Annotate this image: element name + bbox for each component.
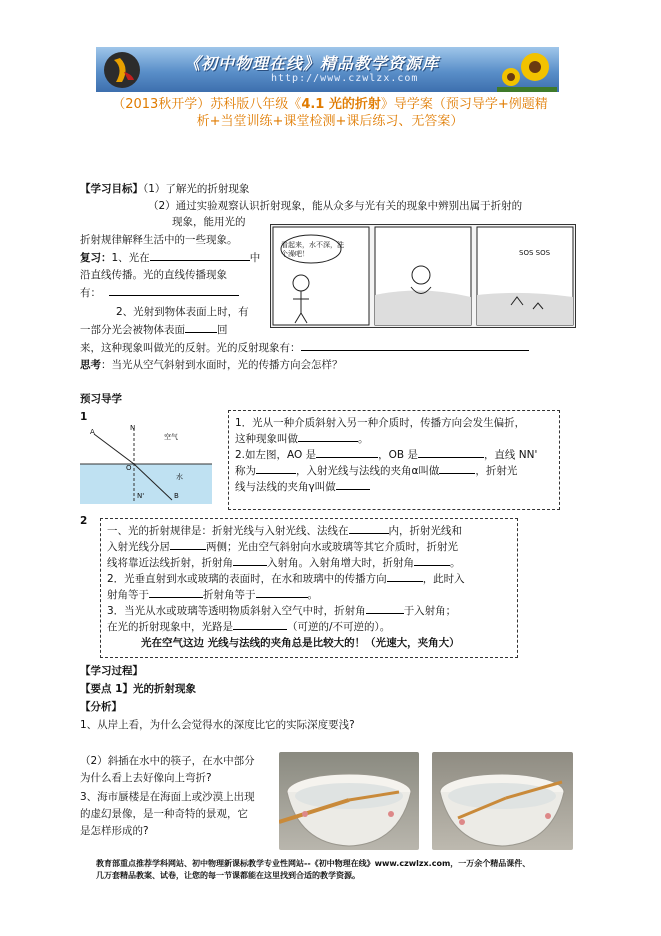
box2-line-7 (107, 619, 511, 635)
refraction-diagram-svg (80, 424, 212, 504)
preview-num-2: 2 (80, 515, 88, 527)
blank-refraction-angle[interactable] (336, 480, 370, 490)
refraction-diagram (80, 424, 212, 504)
blank-reflect[interactable] (185, 323, 217, 333)
box1-line-2 (235, 431, 553, 447)
blank-reflection-examples[interactable] (301, 341, 529, 351)
think-label: 思考 (80, 359, 101, 371)
goal-item-2b: 现象，能用光的 (172, 216, 246, 228)
box1-l4c: ，折射光 (475, 465, 518, 477)
box2-l2b: 两侧；光由空气斜射向水或玻璃等其它介质时，折射光 (206, 541, 458, 553)
blank-medium[interactable] (150, 251, 250, 261)
bowl-chopstick-image-2 (432, 752, 573, 850)
header-banner (96, 47, 559, 92)
footer-line-2: 几万套精品教案、试卷，让您的每一节课都能在这里找到合适的教学资源。 (96, 871, 360, 880)
title-topic: 4.1 光的折射 (301, 97, 381, 112)
review-line-5 (80, 323, 228, 337)
bowl-photo-2 (432, 752, 573, 850)
title-suffix: 》导学案（预习导学+例题精 (380, 97, 548, 112)
comic-strip (270, 224, 576, 328)
review-q1c: 沿直线传播。光的直线传播现象 (80, 269, 227, 281)
box2-l5c: 。 (307, 589, 318, 601)
box2-l2a: 入射光线分居 (107, 541, 170, 553)
box1-l4a: 称为 (235, 465, 256, 477)
review-q2d: 来，这种现象叫做光的反射。光的反射现象有： (80, 342, 301, 354)
process-point-1: 【要点 1】光的折射现象 (80, 683, 196, 695)
document-title (70, 96, 590, 130)
blank-incident-angle[interactable] (439, 464, 475, 474)
blank-normal-sides[interactable] (170, 540, 206, 550)
diagram-label-b: B (174, 492, 179, 500)
blank-refraction[interactable] (298, 432, 358, 442)
box1-l3a: 2.如左图，AO 是 (235, 449, 317, 461)
process-q3b: 的虚幻景像，是一种奇特的景观，它 (80, 808, 248, 820)
preview-num-1: 1 (80, 411, 88, 423)
process-heading: 【学习过程】 (80, 665, 143, 677)
preview-heading: 预习导学 (80, 393, 122, 405)
diagram-label-water: 水 (176, 473, 183, 481)
process-q2a: （2）斜插在水中的筷子，在水中部分 (80, 755, 255, 767)
banner-title: 《初中物理在线》精品教学资源库 (184, 54, 440, 73)
box1-line-1: 1．光从一种介质斜射入另一种介质时，传播方向会发生偏折， (235, 417, 526, 429)
review-line-6 (80, 341, 529, 355)
blank-less-than[interactable] (233, 556, 267, 566)
blank-increase[interactable] (414, 556, 450, 566)
blank-refraction-zero[interactable] (256, 588, 308, 598)
process-q1: 1、从岸上看，为什么会觉得水的深度比它的实际深度要浅? (80, 719, 355, 731)
review-line-3 (80, 286, 239, 300)
blank-reversible[interactable] (233, 620, 287, 630)
box2-l5b: 折射角等于 (203, 589, 256, 601)
box1-line-5 (235, 479, 553, 495)
sunflower-icon (497, 47, 557, 92)
site-logo-icon (102, 50, 142, 90)
box1-l3b: ，OB 是 (378, 449, 418, 461)
box2-line-3 (107, 555, 511, 571)
diagram-label-a: A (90, 428, 95, 436)
goal-item-2a: （2）通过实验观察认识折射现象，能从众多与光有关的现象中辨别出属于折射的 (148, 200, 523, 212)
box2-l1a: 一、光的折射规律是：折射光线与入射光线、法线在 (107, 525, 349, 537)
box1-line-3 (235, 447, 553, 463)
review-q2c: 回 (217, 324, 228, 336)
preview-box-1 (228, 410, 560, 510)
goals-heading: 【学习目标】 (80, 183, 143, 195)
box2-line-1 (107, 523, 511, 539)
title-line-2: 析+当堂训练+课堂检测+课后练习、无答案） (196, 114, 464, 129)
box2-l3b: 入射角。入射角增大时，折射角 (267, 557, 414, 569)
review-q1a: 1、光在 (111, 252, 150, 264)
box2-line-8: 光在空气这边 光线与法线的夹角总是比较大的！（光速大，夹角大） (141, 637, 460, 649)
footer-line-1: 教育部重点推荐学科网站、初中物理新课标教学专业性网站--《初中物理在线》www.czwlzx.com，一万余个精品课件、 (96, 859, 531, 868)
process-analysis: 【分析】 (80, 701, 122, 713)
blank-incident-ray[interactable] (316, 448, 378, 458)
box2-l3a: 线将靠近法线折射，折射角 (107, 557, 233, 569)
box1-l4b: ，入射光线与法线的夹角α叫做 (296, 465, 440, 477)
diagram-label-n-prime: N' (137, 492, 145, 500)
blank-phenomena[interactable] (109, 286, 239, 296)
process-q3a: 3、海市蜃楼是在海面上或沙漠上出现 (80, 791, 255, 803)
review-q1b: 中 (249, 252, 261, 264)
box2-line-2 (107, 539, 511, 555)
review-label: 复习： (80, 252, 112, 264)
blank-greater[interactable] (366, 604, 404, 614)
goal-line-1 (80, 182, 249, 196)
box1-l3c: ，直线 NN' (483, 449, 538, 461)
box2-l3c: 。 (450, 557, 461, 569)
box1-l5a: 线与法线的夹角γ叫做 (235, 481, 336, 493)
preview-box-2 (100, 518, 518, 658)
comic-bubble-text: 看起来，水不深，洗个澡吧！ (281, 241, 344, 258)
banner-url[interactable]: http://www.czwlzx.com (271, 73, 419, 84)
box2-l1b: 内，折射光线和 (388, 525, 462, 537)
box2-line-4 (107, 571, 511, 587)
blank-refracted-ray[interactable] (418, 448, 484, 458)
box2-l7b: （可逆的/不可逆的）。 (287, 621, 391, 633)
box1-line-4 (235, 463, 553, 479)
blank-unchanged[interactable] (387, 572, 423, 582)
box1-l2a: 这种现象叫做 (235, 433, 298, 445)
review-q2b: 一部分光会被物体表面 (80, 324, 185, 336)
comic-sos-text: SOS SOS (519, 249, 551, 257)
box2-l6b: 于入射角； (403, 605, 457, 617)
bowl-photo-1 (279, 752, 419, 850)
blank-incident-zero[interactable] (149, 588, 203, 598)
goal-item-1: （1）了解光的折射现象 (143, 183, 250, 195)
review-line-1 (80, 251, 260, 265)
blank-normal[interactable] (256, 464, 296, 474)
goal-item-2c: 折射规律解释生活中的一些现象。 (80, 234, 238, 246)
process-q2b: 为什么看上去好像向上弯折? (80, 772, 212, 784)
box1-l2b: 。 (358, 433, 369, 445)
box2-line-6 (107, 603, 511, 619)
box2-l4b: ，此时入 (422, 573, 465, 585)
box2-l7a: 在光的折射现象中，光路是 (107, 621, 233, 633)
box2-l5a: 射角等于 (107, 589, 149, 601)
bowl-chopstick-image (279, 752, 419, 850)
title-prefix: （2013秋开学）苏科版八年级《 (112, 97, 302, 112)
box2-l6a: 3．当光从水或玻璃等透明物质斜射入空气中时，折射角 (107, 605, 366, 617)
box2-line-5 (107, 587, 511, 603)
diagram-label-n: N (130, 424, 136, 432)
think-line (80, 358, 343, 372)
box2-l4a: 2．光垂直射到水或玻璃的表面时，在水和玻璃中的传播方向 (107, 573, 387, 585)
blank-same-plane[interactable] (349, 524, 389, 534)
diagram-label-air: 空气 (164, 433, 178, 441)
diagram-label-o: O (126, 464, 132, 472)
review-q1d: 有： (80, 287, 101, 299)
review-q2a: 2、光射到物体表面上时，有 (116, 306, 249, 318)
think-text: ：当光从空气斜射到水面时，光的传播方向会怎样？ (101, 359, 343, 371)
process-q3c: 是怎样形成的? (80, 825, 149, 837)
